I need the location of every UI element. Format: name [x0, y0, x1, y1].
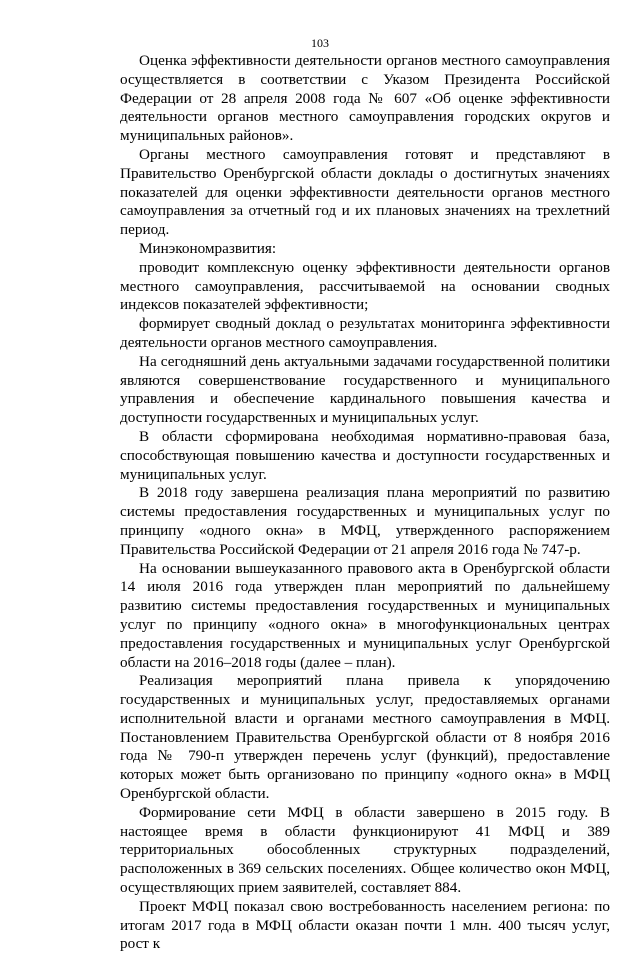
- paragraph: Формирование сети МФЦ в области завершено в 2015 году. В настоящее время в области функционируют 41 МФЦ и 389 территориальных обособленных структурных подразделений, расположенных в 369 сельских поселениях. Общее количество окон МФЦ, осуществляющих прием заявителей, составляет 884.: [120, 803, 610, 897]
- paragraph: Оценка эффективности деятельности органов местного самоуправления осуществляется в соответствии с Указом Президента Российской Федерации от 28 апреля 2008 года № 607 «Об оценке эффективности деятельности органов местного самоуправления городских округов и муниципальных районов».: [120, 52, 610, 145]
- paragraph: Минэкономразвития:: [139, 239, 277, 257]
- paragraph: На сегодняшний день актуальными задачами государственной политики являются совершенствование государственного и муниципального управления и обеспечение кардинального повышения качества и доступности государственных и муниципальных услуг.: [120, 352, 610, 427]
- paragraph: В 2018 году завершена реализация плана мероприятий по развитию системы предоставления государственных и муниципальных услуг по принципу «одного окна» в МФЦ, утвержденного распоряжением Правительства Российской Федерации от 21 апреля 2016 года № 747-р.: [120, 484, 610, 558]
- paragraph: В области сформирована необходимая нормативно-правовая база, способствующая повышению качества и доступности государственных и муниципальных услуг.: [120, 427, 610, 483]
- paragraph: Проект МФЦ показал свою востребованность населением региона: по итогам 2017 года в МФЦ области оказан почти 1 млн. 400 тысяч услуг, рост к: [120, 897, 610, 953]
- paragraph: Органы местного самоуправления готовят и представляют в Правительство Оренбургской области доклады о достигнутых значениях показателей для оценки эффективности деятельности органов местного самоуправления за отчетный год и их плановых значениях на трехлетний период.: [120, 145, 610, 239]
- paragraph: формирует сводный доклад о результатах мониторинга эффективности деятельности органов местного самоуправления.: [120, 315, 610, 351]
- document-body: [120, 52, 610, 954]
- paragraph: проводит комплексную оценку эффективности деятельности органов местного самоуправления, рассчитываемой на основании сводных индексов показателей эффективности;: [120, 258, 610, 314]
- paragraph: На основании вышеуказанного правового акта в Оренбургской области 14 июля 2016 года утвержден план мероприятий по дальнейшему развитию системы предоставления государственных и муниципальных услуг по принципу «одного окна» в многофункциональных центрах предоставления государственных и муниципальных услуг Оренбургской области на 2016–2018 годы (далее – план).: [120, 559, 610, 671]
- paragraph: Реализация мероприятий плана привела к упорядочению государственных и муниципальных услуг, предоставляемых органами исполнительной власти и органами местного самоуправления в МФЦ. Постановлением Правительства Оренбургской области от 8 ноября 2016 года № 790-п утвержден перечень услуг (функций), предоставление которых может быть организовано по принципу «одного окна» в МФЦ Оренбургской области.: [120, 672, 610, 803]
- page-number: 103: [311, 36, 329, 50]
